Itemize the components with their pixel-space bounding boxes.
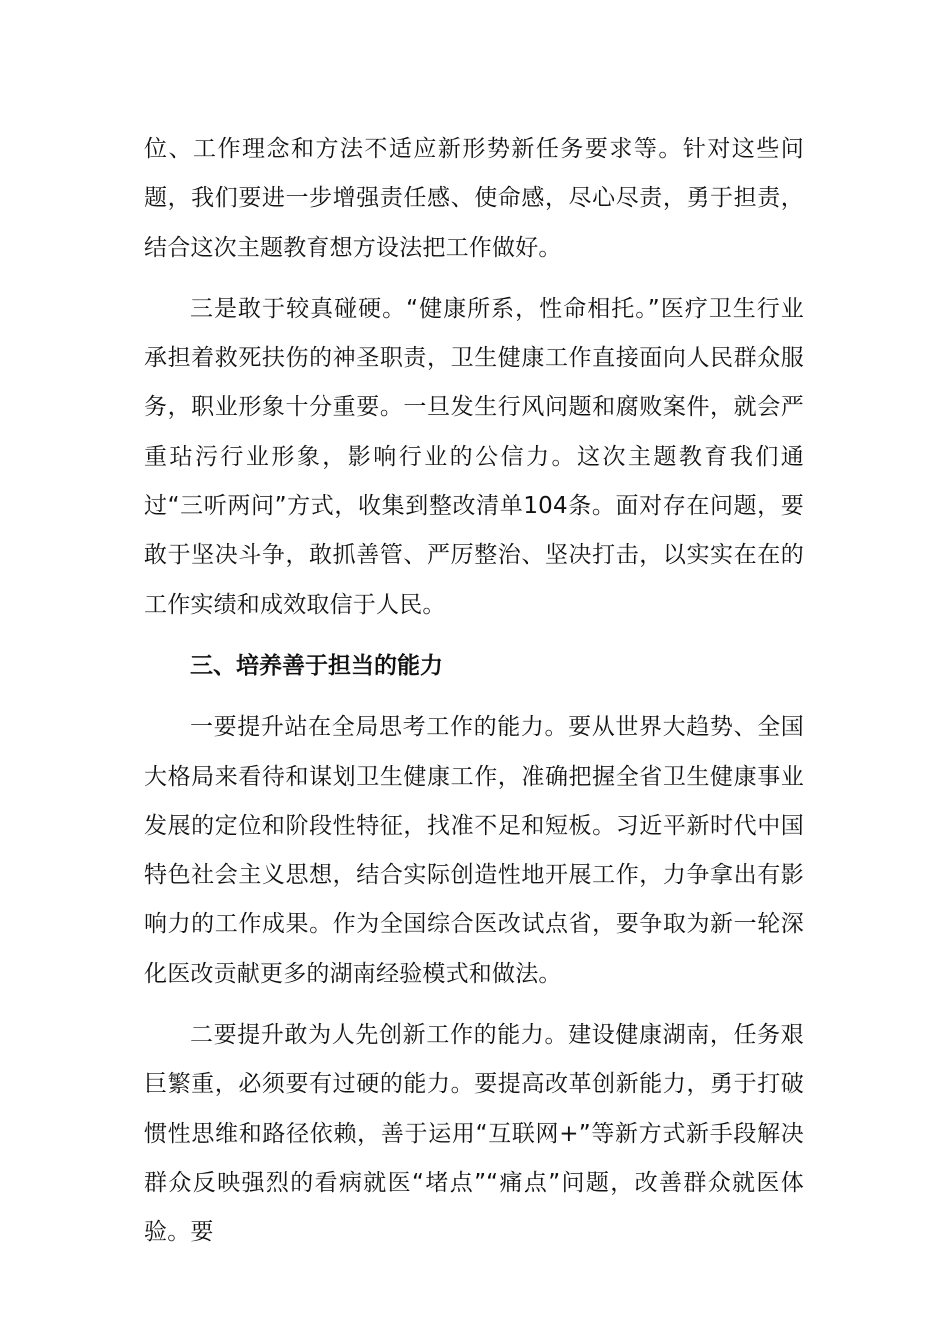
paragraph-dare-to-confront: 三是敢于较真碰硬。“健康所系，性命相托。”医疗卫生行业承担着救死扶伤的神圣职责，卫生健康工作直接面向人民群众服务，职业形象十分重要。一旦发生行风问题和腐败案件，就会严重玷污行业形象，影响行业的公信力。这次主题教育我们通过“三听两问”方式，收集到整改清单104条。面对存在问题，要敢于坚决斗争，敢抓善管、严厉整治、坚决打击，以实实在在的工作实绩和成效取信于人民。 (144, 295, 804, 618)
paragraph-continuation: 位、工作理念和方法不适应新形势新任务要求等。针对这些问题，我们要进一步增强责任感、使命感，尽心尽责，勇于担责，结合这次主题教育想方设法把工作做好。 (144, 136, 804, 261)
paragraph-global-thinking: 一要提升站在全局思考工作的能力。要从世界大趋势、全国大格局来看待和谋划卫生健康工作，准确把握全省卫生健康事业发展的定位和阶段性特征，找准不足和短板。习近平新时代中国特色社会主义思想，结合实际创造性地开展工作，力争拿出有影响力的工作成果。作为全国综合医改试点省，要争取为新一轮深化医改贡献更多的湖南经验模式和做法。 (144, 714, 804, 987)
paragraph-innovation: 二要提升敢为人先创新工作的能力。建设健康湖南，任务艰巨繁重，必须要有过硬的能力。要提高改革创新能力，勇于打破惯性思维和路径依赖，善于运用“互联网+”等新方式新手段解决群众反映强烈的看病就医“堵点”“痛点”问题，改善群众就医体验。要 (144, 1022, 804, 1246)
section-heading: 三、培养善于担当的能力 (190, 652, 443, 679)
document-page (144, 125, 804, 1258)
